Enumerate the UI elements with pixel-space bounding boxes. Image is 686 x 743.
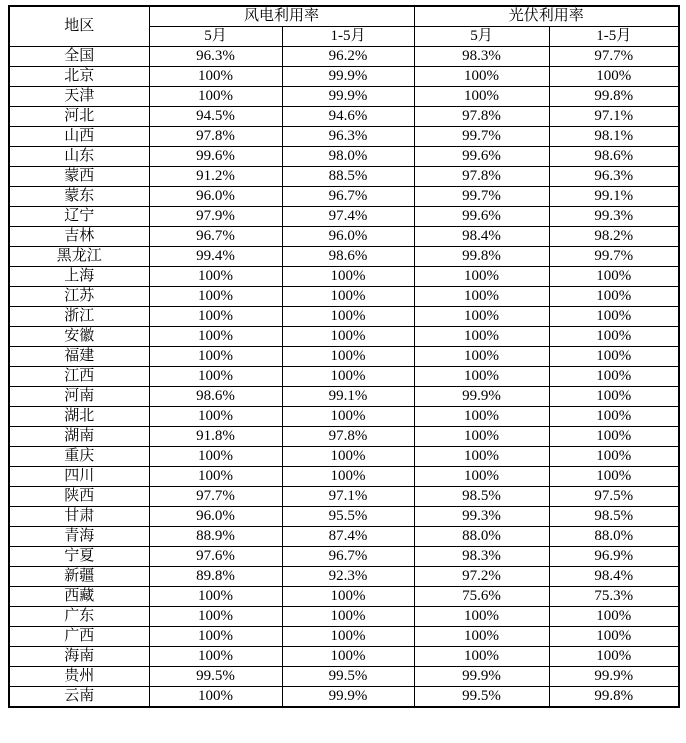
- solar-jan-may-cell: 100%: [549, 327, 679, 347]
- wind-jan-may-cell: 97.8%: [282, 427, 414, 447]
- solar-may-cell: 100%: [414, 87, 549, 107]
- wind-jan-may-cell: 96.7%: [282, 547, 414, 567]
- wind-may-cell: 100%: [149, 607, 282, 627]
- solar-may-cell: 100%: [414, 427, 549, 447]
- table-header: [9, 6, 679, 47]
- wind-may-cell: 96.0%: [149, 187, 282, 207]
- table-row: [9, 307, 679, 327]
- utilization-rate-table: [8, 5, 680, 708]
- wind-jan-may-cell: 100%: [282, 367, 414, 387]
- wind-jan-may-cell: 100%: [282, 327, 414, 347]
- wind-may-cell: 100%: [149, 307, 282, 327]
- region-cell: 全国: [9, 47, 149, 67]
- table-row: [9, 47, 679, 67]
- solar-jan-may-cell: 100%: [549, 467, 679, 487]
- wind-jan-may-cell: 100%: [282, 647, 414, 667]
- solar-may-cell: 99.6%: [414, 147, 549, 167]
- solar-jan-may-cell: 99.8%: [549, 87, 679, 107]
- region-cell: 辽宁: [9, 207, 149, 227]
- solar-may-cell: 100%: [414, 287, 549, 307]
- wind-may-cell: 100%: [149, 327, 282, 347]
- solar-jan-may-cell: 100%: [549, 67, 679, 87]
- solar-jan-may-cell: 98.6%: [549, 147, 679, 167]
- wind-may-cell: 100%: [149, 687, 282, 708]
- wind-may-cell: 99.4%: [149, 247, 282, 267]
- wind-jan-may-cell: 96.0%: [282, 227, 414, 247]
- region-cell: 江苏: [9, 287, 149, 307]
- wind-jan-may-cell: 100%: [282, 467, 414, 487]
- table-row: [9, 447, 679, 467]
- wind-may-cell: 100%: [149, 647, 282, 667]
- wind-may-cell: 100%: [149, 447, 282, 467]
- table-row: [9, 527, 679, 547]
- region-cell: 重庆: [9, 447, 149, 467]
- header-wind-may: 5月: [149, 27, 282, 47]
- wind-jan-may-cell: 99.1%: [282, 387, 414, 407]
- wind-jan-may-cell: 100%: [282, 587, 414, 607]
- region-cell: 宁夏: [9, 547, 149, 567]
- table-row: [9, 547, 679, 567]
- solar-may-cell: 88.0%: [414, 527, 549, 547]
- solar-jan-may-cell: 98.1%: [549, 127, 679, 147]
- table-row: [9, 507, 679, 527]
- solar-may-cell: 100%: [414, 327, 549, 347]
- wind-jan-may-cell: 96.2%: [282, 47, 414, 67]
- region-cell: 蒙东: [9, 187, 149, 207]
- wind-jan-may-cell: 100%: [282, 267, 414, 287]
- wind-jan-may-cell: 100%: [282, 407, 414, 427]
- region-cell: 蒙西: [9, 167, 149, 187]
- wind-may-cell: 100%: [149, 67, 282, 87]
- solar-jan-may-cell: 100%: [549, 287, 679, 307]
- table-row: [9, 207, 679, 227]
- wind-jan-may-cell: 97.1%: [282, 487, 414, 507]
- table-row: [9, 127, 679, 147]
- table-body: [9, 47, 679, 708]
- solar-jan-may-cell: 99.7%: [549, 247, 679, 267]
- wind-may-cell: 99.6%: [149, 147, 282, 167]
- solar-jan-may-cell: 99.1%: [549, 187, 679, 207]
- solar-may-cell: 100%: [414, 67, 549, 87]
- header-row-groups: [9, 6, 679, 27]
- wind-may-cell: 97.7%: [149, 487, 282, 507]
- region-cell: 河北: [9, 107, 149, 127]
- solar-jan-may-cell: 100%: [549, 627, 679, 647]
- table-row: [9, 67, 679, 87]
- wind-jan-may-cell: 100%: [282, 307, 414, 327]
- solar-may-cell: 75.6%: [414, 587, 549, 607]
- solar-jan-may-cell: 100%: [549, 267, 679, 287]
- solar-jan-may-cell: 75.3%: [549, 587, 679, 607]
- wind-jan-may-cell: 98.6%: [282, 247, 414, 267]
- solar-may-cell: 100%: [414, 407, 549, 427]
- solar-may-cell: 100%: [414, 307, 549, 327]
- wind-may-cell: 100%: [149, 347, 282, 367]
- table-row: [9, 87, 679, 107]
- solar-jan-may-cell: 100%: [549, 307, 679, 327]
- table-row: [9, 107, 679, 127]
- table-row: [9, 227, 679, 247]
- table-row: [9, 487, 679, 507]
- table-row: [9, 587, 679, 607]
- solar-may-cell: 99.9%: [414, 387, 549, 407]
- region-cell: 北京: [9, 67, 149, 87]
- wind-jan-may-cell: 95.5%: [282, 507, 414, 527]
- wind-may-cell: 100%: [149, 287, 282, 307]
- solar-may-cell: 99.3%: [414, 507, 549, 527]
- solar-jan-may-cell: 100%: [549, 447, 679, 467]
- solar-jan-may-cell: 100%: [549, 407, 679, 427]
- solar-may-cell: 98.4%: [414, 227, 549, 247]
- table-row: [9, 407, 679, 427]
- solar-jan-may-cell: 100%: [549, 347, 679, 367]
- table-row: [9, 687, 679, 708]
- solar-may-cell: 100%: [414, 347, 549, 367]
- wind-jan-may-cell: 99.5%: [282, 667, 414, 687]
- table-row: [9, 327, 679, 347]
- solar-jan-may-cell: 88.0%: [549, 527, 679, 547]
- wind-jan-may-cell: 99.9%: [282, 687, 414, 708]
- region-cell: 湖南: [9, 427, 149, 447]
- wind-may-cell: 100%: [149, 407, 282, 427]
- solar-may-cell: 99.6%: [414, 207, 549, 227]
- wind-may-cell: 100%: [149, 267, 282, 287]
- wind-jan-may-cell: 98.0%: [282, 147, 414, 167]
- solar-jan-may-cell: 100%: [549, 607, 679, 627]
- wind-jan-may-cell: 87.4%: [282, 527, 414, 547]
- solar-may-cell: 97.8%: [414, 107, 549, 127]
- solar-jan-may-cell: 97.1%: [549, 107, 679, 127]
- region-cell: 福建: [9, 347, 149, 367]
- region-cell: 山东: [9, 147, 149, 167]
- region-cell: 黑龙江: [9, 247, 149, 267]
- region-cell: 云南: [9, 687, 149, 708]
- region-cell: 上海: [9, 267, 149, 287]
- region-cell: 四川: [9, 467, 149, 487]
- solar-jan-may-cell: 99.3%: [549, 207, 679, 227]
- table-row: [9, 627, 679, 647]
- table-row: [9, 187, 679, 207]
- solar-may-cell: 99.7%: [414, 127, 549, 147]
- wind-jan-may-cell: 96.3%: [282, 127, 414, 147]
- region-cell: 海南: [9, 647, 149, 667]
- table-row: [9, 167, 679, 187]
- solar-may-cell: 98.5%: [414, 487, 549, 507]
- table-row: [9, 387, 679, 407]
- solar-jan-may-cell: 99.8%: [549, 687, 679, 708]
- table-row: [9, 247, 679, 267]
- solar-jan-may-cell: 99.9%: [549, 667, 679, 687]
- wind-may-cell: 100%: [149, 627, 282, 647]
- solar-may-cell: 97.8%: [414, 167, 549, 187]
- wind-jan-may-cell: 100%: [282, 347, 414, 367]
- wind-may-cell: 97.8%: [149, 127, 282, 147]
- wind-may-cell: 88.9%: [149, 527, 282, 547]
- solar-may-cell: 100%: [414, 267, 549, 287]
- solar-jan-may-cell: 98.2%: [549, 227, 679, 247]
- wind-jan-may-cell: 99.9%: [282, 67, 414, 87]
- header-solar-jan-may: 1-5月: [549, 27, 679, 47]
- wind-may-cell: 94.5%: [149, 107, 282, 127]
- region-cell: 陕西: [9, 487, 149, 507]
- region-cell: 河南: [9, 387, 149, 407]
- wind-jan-may-cell: 100%: [282, 287, 414, 307]
- solar-jan-may-cell: 100%: [549, 647, 679, 667]
- wind-jan-may-cell: 99.9%: [282, 87, 414, 107]
- solar-jan-may-cell: 98.5%: [549, 507, 679, 527]
- table-row: [9, 427, 679, 447]
- header-wind-jan-may: 1-5月: [282, 27, 414, 47]
- wind-may-cell: 91.8%: [149, 427, 282, 447]
- solar-may-cell: 100%: [414, 647, 549, 667]
- solar-may-cell: 100%: [414, 627, 549, 647]
- header-solar-utilization: 光伏利用率: [414, 6, 679, 27]
- solar-may-cell: 99.7%: [414, 187, 549, 207]
- solar-jan-may-cell: 97.7%: [549, 47, 679, 67]
- table-row: [9, 287, 679, 307]
- solar-may-cell: 98.3%: [414, 547, 549, 567]
- wind-jan-may-cell: 94.6%: [282, 107, 414, 127]
- region-cell: 湖北: [9, 407, 149, 427]
- solar-may-cell: 99.5%: [414, 687, 549, 708]
- wind-may-cell: 97.6%: [149, 547, 282, 567]
- region-cell: 安徽: [9, 327, 149, 347]
- table-row: [9, 567, 679, 587]
- solar-may-cell: 100%: [414, 447, 549, 467]
- region-cell: 甘肃: [9, 507, 149, 527]
- wind-jan-may-cell: 100%: [282, 607, 414, 627]
- wind-may-cell: 99.5%: [149, 667, 282, 687]
- region-cell: 山西: [9, 127, 149, 147]
- wind-jan-may-cell: 100%: [282, 447, 414, 467]
- table-row: [9, 347, 679, 367]
- solar-may-cell: 97.2%: [414, 567, 549, 587]
- region-cell: 广西: [9, 627, 149, 647]
- region-cell: 西藏: [9, 587, 149, 607]
- solar-jan-may-cell: 98.4%: [549, 567, 679, 587]
- region-cell: 吉林: [9, 227, 149, 247]
- wind-may-cell: 100%: [149, 87, 282, 107]
- solar-may-cell: 100%: [414, 467, 549, 487]
- wind-jan-may-cell: 88.5%: [282, 167, 414, 187]
- table-row: [9, 607, 679, 627]
- wind-jan-may-cell: 97.4%: [282, 207, 414, 227]
- wind-may-cell: 98.6%: [149, 387, 282, 407]
- wind-may-cell: 96.7%: [149, 227, 282, 247]
- wind-may-cell: 89.8%: [149, 567, 282, 587]
- header-region: 地区: [9, 6, 149, 47]
- solar-may-cell: 99.8%: [414, 247, 549, 267]
- region-cell: 广东: [9, 607, 149, 627]
- header-solar-may: 5月: [414, 27, 549, 47]
- table-row: [9, 267, 679, 287]
- wind-jan-may-cell: 100%: [282, 627, 414, 647]
- wind-jan-may-cell: 96.7%: [282, 187, 414, 207]
- solar-may-cell: 98.3%: [414, 47, 549, 67]
- wind-may-cell: 96.3%: [149, 47, 282, 67]
- table-row: [9, 147, 679, 167]
- table-row: [9, 647, 679, 667]
- table-row: [9, 367, 679, 387]
- table-row: [9, 667, 679, 687]
- region-cell: 贵州: [9, 667, 149, 687]
- solar-jan-may-cell: 97.5%: [549, 487, 679, 507]
- region-cell: 浙江: [9, 307, 149, 327]
- region-cell: 天津: [9, 87, 149, 107]
- wind-may-cell: 91.2%: [149, 167, 282, 187]
- wind-may-cell: 100%: [149, 467, 282, 487]
- wind-may-cell: 96.0%: [149, 507, 282, 527]
- wind-may-cell: 100%: [149, 587, 282, 607]
- solar-jan-may-cell: 96.3%: [549, 167, 679, 187]
- solar-jan-may-cell: 100%: [549, 367, 679, 387]
- solar-may-cell: 99.9%: [414, 667, 549, 687]
- solar-jan-may-cell: 96.9%: [549, 547, 679, 567]
- wind-may-cell: 97.9%: [149, 207, 282, 227]
- header-wind-utilization: 风电利用率: [149, 6, 414, 27]
- wind-jan-may-cell: 92.3%: [282, 567, 414, 587]
- wind-may-cell: 100%: [149, 367, 282, 387]
- table-row: [9, 467, 679, 487]
- solar-may-cell: 100%: [414, 367, 549, 387]
- solar-may-cell: 100%: [414, 607, 549, 627]
- solar-jan-may-cell: 100%: [549, 387, 679, 407]
- solar-jan-may-cell: 100%: [549, 427, 679, 447]
- region-cell: 江西: [9, 367, 149, 387]
- region-cell: 青海: [9, 527, 149, 547]
- region-cell: 新疆: [9, 567, 149, 587]
